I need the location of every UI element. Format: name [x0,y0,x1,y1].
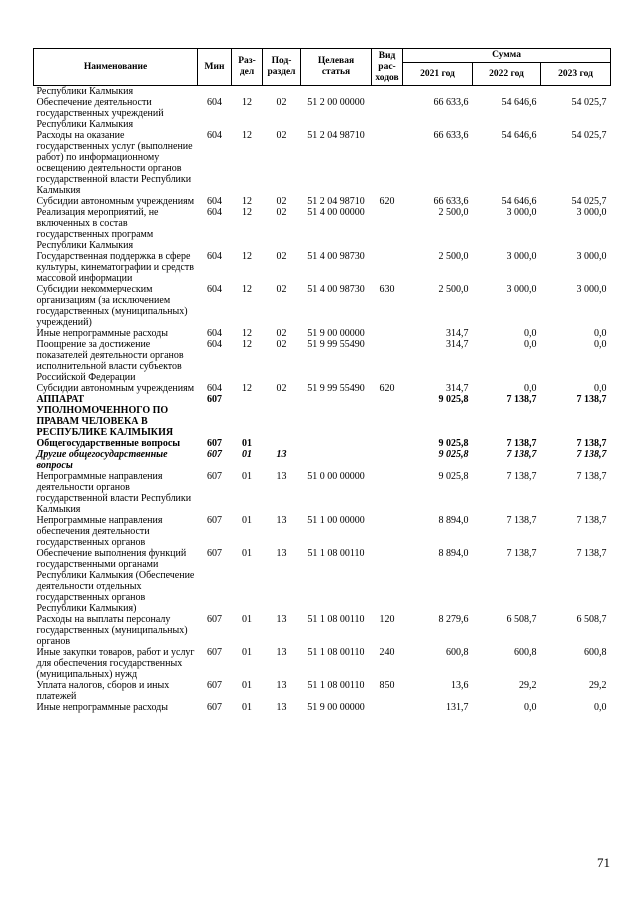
row-target: 51 1 08 00110 [307,680,365,691]
row-podrazdel: 02 [276,328,287,339]
row-sum-2023: 0,0 [594,328,607,339]
row-name: Общегосударственные вопросы [36,438,181,449]
row-sum-2023: 3 000,0 [576,251,607,262]
budget-table-sheet [33,48,610,713]
table-row [34,438,611,449]
table-row [34,680,611,702]
row-podrazdel: 13 [276,614,287,625]
row-podrazdel: 13 [276,449,287,460]
row-podrazdel: 13 [276,515,287,526]
row-sum-2021: 600,8 [446,647,469,658]
row-name: Иные непрограммные расходы [36,702,168,713]
table-row [34,339,611,383]
row-razdel: 12 [242,130,252,141]
row-name: Иные непрограммные расходы [36,328,168,339]
row-sum-2023: 0,0 [594,339,607,350]
row-sum-2023: 6 508,7 [576,614,607,625]
row-sum-2022: 54 646,6 [501,130,537,141]
table-body [34,86,611,714]
header-vid: Вид рас- ходов [372,49,403,86]
row-vid [372,328,403,339]
row-sum-2022: 6 508,7 [506,614,537,625]
row-target: 51 1 08 00110 [307,548,365,559]
row-razdel: 12 [242,251,252,262]
row-name: Непрограммные направления деятельности органов государственной власти Республики Калмыкия [36,471,192,515]
row-target [301,438,372,449]
row-razdel: 01 [242,449,252,460]
row-sum-2023: 600,8 [584,647,607,658]
row-sum-2021: 8 279,6 [438,614,469,625]
row-sum-2022: 0,0 [524,328,537,339]
row-target: 51 9 00 00000 [307,328,365,339]
row-sum-2022: 0,0 [524,702,537,713]
row-min: 607 [207,614,222,625]
row-min: 604 [207,251,222,262]
row-sum-2022: 54 646,6 [501,97,537,108]
table-row [34,328,611,339]
row-razdel: 12 [242,339,252,350]
row-target [301,86,372,98]
row-sum-2021: 9 025,8 [438,471,469,482]
row-podrazdel [263,86,301,98]
row-min: 607 [207,647,222,658]
row-razdel: 01 [242,548,252,559]
row-sum-2021: 66 633,6 [433,97,469,108]
row-sum-2023: 3 000,0 [576,284,607,295]
row-sum-2022: 7 138,7 [506,515,537,526]
row-name: Иные закупки товаров, работ и услуг для обеспечения государственных (муниципальных) нужд [36,647,195,680]
row-min: 607 [207,515,222,526]
row-razdel: 12 [242,383,252,394]
row-name: Республики Калмыкия [36,86,134,97]
row-sum-2022: 7 138,7 [506,394,537,405]
row-target [301,394,372,438]
row-sum-2021: 66 633,6 [433,130,469,141]
table-row [34,284,611,328]
row-name: Уплата налогов, сборов и иных платежей [36,680,170,702]
row-name: Другие общегосударственные вопросы [36,449,168,471]
row-sum-2022: 3 000,0 [506,207,537,218]
row-sum-2021: 9 025,8 [438,394,469,405]
budget-table [33,48,611,713]
row-vid: 850 [379,680,395,691]
row-name: Субсидии автономным учреждениям [36,196,195,207]
row-name: Обеспечение выполнения функций государственными органами Республики Калмыкия (Обеспечение деятельности отдельных государственных органов Республики Калмыкия) [36,548,195,614]
row-podrazdel: 02 [276,196,287,207]
row-target: 51 9 99 55490 [307,339,365,350]
row-sum-2023: 3 000,0 [576,207,607,218]
row-sum-2022: 7 138,7 [506,449,537,460]
row-target: 51 2 00 00000 [307,97,365,108]
row-min: 607 [207,548,222,559]
row-target: 51 1 08 00110 [307,647,365,658]
row-vid: 630 [379,284,395,295]
row-name: Субсидии автономным учреждениям [36,383,195,394]
row-name: Непрограммные направления обеспечения деятельности государственных органов [36,515,163,548]
row-name: Поощрение за достижение показателей деятельности органов исполнительной власти субъектов Российской Федерации [36,339,184,383]
row-sum-2021: 13,6 [451,680,469,691]
row-min: 607 [207,680,222,691]
header-2022: 2022 год [473,63,541,86]
row-sum-2022: 7 138,7 [506,438,537,449]
row-podrazdel [263,394,301,438]
row-sum-2021: 8 894,0 [438,515,469,526]
table-row [34,86,611,98]
table-row [34,614,611,647]
header-target: Целевая статья [301,49,372,86]
row-min: 604 [207,130,222,141]
row-sum-2023: 29,2 [589,680,607,691]
row-min: 604 [207,97,222,108]
row-min: 607 [207,471,222,482]
row-min: 604 [207,284,222,295]
row-vid [372,548,403,614]
header-min: Мин [198,49,232,86]
row-razdel: 12 [242,328,252,339]
row-target: 51 2 04 98710 [307,130,365,141]
row-sum-2022: 3 000,0 [506,284,537,295]
row-podrazdel: 13 [276,647,287,658]
table-row [34,515,611,548]
table-header [34,49,611,86]
row-min: 604 [207,196,222,207]
row-name: АППАРАТ УПОЛНОМОЧЕННОГО ПО ПРАВАМ ЧЕЛОВЕКА В РЕСПУБЛИКЕ КАЛМЫКИЯ [36,394,174,438]
row-razdel: 12 [242,284,252,295]
row-name: Реализация мероприятий, не включенных в состав государственных программ Республики Калмыкия [36,207,159,251]
row-podrazdel: 02 [276,383,287,394]
row-vid [372,515,403,548]
row-target: 51 9 00 00000 [307,702,365,713]
row-min: 607 [207,438,222,449]
row-sum-2023 [541,86,611,98]
row-sum-2023: 0,0 [594,383,607,394]
header-2021: 2021 год [403,63,473,86]
row-sum-2022: 3 000,0 [506,251,537,262]
row-vid [372,449,403,471]
row-target: 51 4 00 00000 [307,207,365,218]
row-podrazdel: 13 [276,548,287,559]
row-name: Обеспечение деятельности государственных учреждений Республики Калмыкия [36,97,164,130]
table-row [34,207,611,251]
row-podrazdel: 13 [276,471,287,482]
row-razdel [232,86,263,98]
row-podrazdel: 13 [276,680,287,691]
row-razdel: 01 [242,471,252,482]
row-min: 604 [207,207,222,218]
table-row [34,251,611,284]
row-sum-2023: 54 025,7 [571,130,607,141]
row-name: Субсидии некоммерческим организациям (за исключением государственных (муниципальных) учреждений) [36,284,188,328]
row-name: Расходы на выплаты персоналу государственных (муниципальных) органов [36,614,188,647]
row-razdel [232,394,263,438]
row-target: 51 0 00 00000 [307,471,365,482]
row-sum-2021: 314,7 [446,339,469,350]
header-name: Наименование [34,49,198,86]
row-razdel: 12 [242,207,252,218]
row-sum-2021: 314,7 [446,383,469,394]
table-row [34,394,611,438]
table-row [34,449,611,471]
row-razdel: 01 [242,702,252,713]
row-min: 604 [207,328,222,339]
row-sum-2023: 7 138,7 [576,548,607,559]
row-sum-2022: 0,0 [524,383,537,394]
table-row [34,130,611,196]
row-razdel: 12 [242,196,252,207]
row-target [301,449,372,471]
header-2023: 2023 год [541,63,611,86]
row-sum-2021: 8 894,0 [438,548,469,559]
row-podrazdel: 02 [276,284,287,295]
row-vid [372,339,403,383]
row-sum-2023: 7 138,7 [576,449,607,460]
row-razdel: 01 [242,614,252,625]
table-row [34,97,611,130]
row-name: Расходы на оказание государственных услуг (выполнение работ) по информационному освещению деятельности органов государственной власти Республики Калмыкия [36,130,193,196]
row-target: 51 4 00 98730 [307,251,365,262]
row-sum-2021: 2 500,0 [438,251,469,262]
row-vid: 120 [379,614,395,625]
row-podrazdel: 02 [276,251,287,262]
row-razdel: 12 [242,97,252,108]
row-sum-2023: 54 025,7 [571,196,607,207]
table-row [34,383,611,394]
row-sum-2023: 54 025,7 [571,97,607,108]
row-sum-2023: 7 138,7 [576,515,607,526]
row-sum-2021: 2 500,0 [438,207,469,218]
table-row [34,647,611,680]
table-row [34,548,611,614]
table-row [34,702,611,713]
row-min: 607 [207,449,222,460]
row-vid [372,702,403,713]
row-vid [372,130,403,196]
row-sum-2021: 2 500,0 [438,284,469,295]
row-sum-2021: 9 025,8 [438,438,469,449]
row-razdel: 01 [242,680,252,691]
table-row [34,196,611,207]
row-razdel: 01 [242,438,252,449]
row-vid [372,86,403,98]
row-sum-2023: 7 138,7 [576,471,607,482]
row-podrazdel: 13 [276,702,287,713]
row-sum-2021: 131,7 [446,702,469,713]
row-vid: 620 [379,196,395,207]
row-razdel: 01 [242,647,252,658]
row-podrazdel: 02 [276,97,287,108]
row-name: Государственная поддержка в сфере культуры, кинематографии и средств массовой информации [36,251,195,284]
row-sum-2022 [473,86,541,98]
row-sum-2022: 29,2 [519,680,537,691]
row-sum-2023: 7 138,7 [576,394,607,405]
page-number: 71 [597,855,610,870]
row-sum-2023: 7 138,7 [576,438,607,449]
header-razdel: Раз- дел [232,49,263,86]
header-podrazdel: Под- раздел [263,49,301,86]
row-podrazdel: 02 [276,130,287,141]
row-min: 604 [207,339,222,350]
row-vid [372,207,403,251]
row-min [198,86,232,98]
row-vid [372,394,403,438]
row-sum-2022: 600,8 [514,647,537,658]
row-sum-2022: 0,0 [524,339,537,350]
row-sum-2021: 66 633,6 [433,196,469,207]
row-target: 51 2 04 98710 [307,196,365,207]
row-target: 51 1 00 00000 [307,515,365,526]
row-sum-2021 [403,86,473,98]
table-row [34,471,611,515]
row-sum-2022: 7 138,7 [506,471,537,482]
row-sum-2021: 9 025,8 [438,449,469,460]
row-vid: 620 [379,383,395,394]
row-vid: 240 [379,647,395,658]
row-sum-2023: 0,0 [594,702,607,713]
row-min: 604 [207,383,222,394]
row-vid [372,251,403,284]
row-min: 607 [207,702,222,713]
row-sum-2022: 54 646,6 [501,196,537,207]
row-target: 51 1 08 00110 [307,614,365,625]
header-sum: Сумма [403,49,611,63]
row-vid [372,471,403,515]
row-razdel: 01 [242,515,252,526]
row-sum-2022: 7 138,7 [506,548,537,559]
row-vid [372,97,403,130]
row-target: 51 4 00 98730 [307,284,365,295]
row-podrazdel: 02 [276,339,287,350]
row-podrazdel: 02 [276,207,287,218]
row-min: 607 [207,394,222,405]
row-vid [372,438,403,449]
row-podrazdel [263,438,301,449]
row-target: 51 9 99 55490 [307,383,365,394]
row-sum-2021: 314,7 [446,328,469,339]
